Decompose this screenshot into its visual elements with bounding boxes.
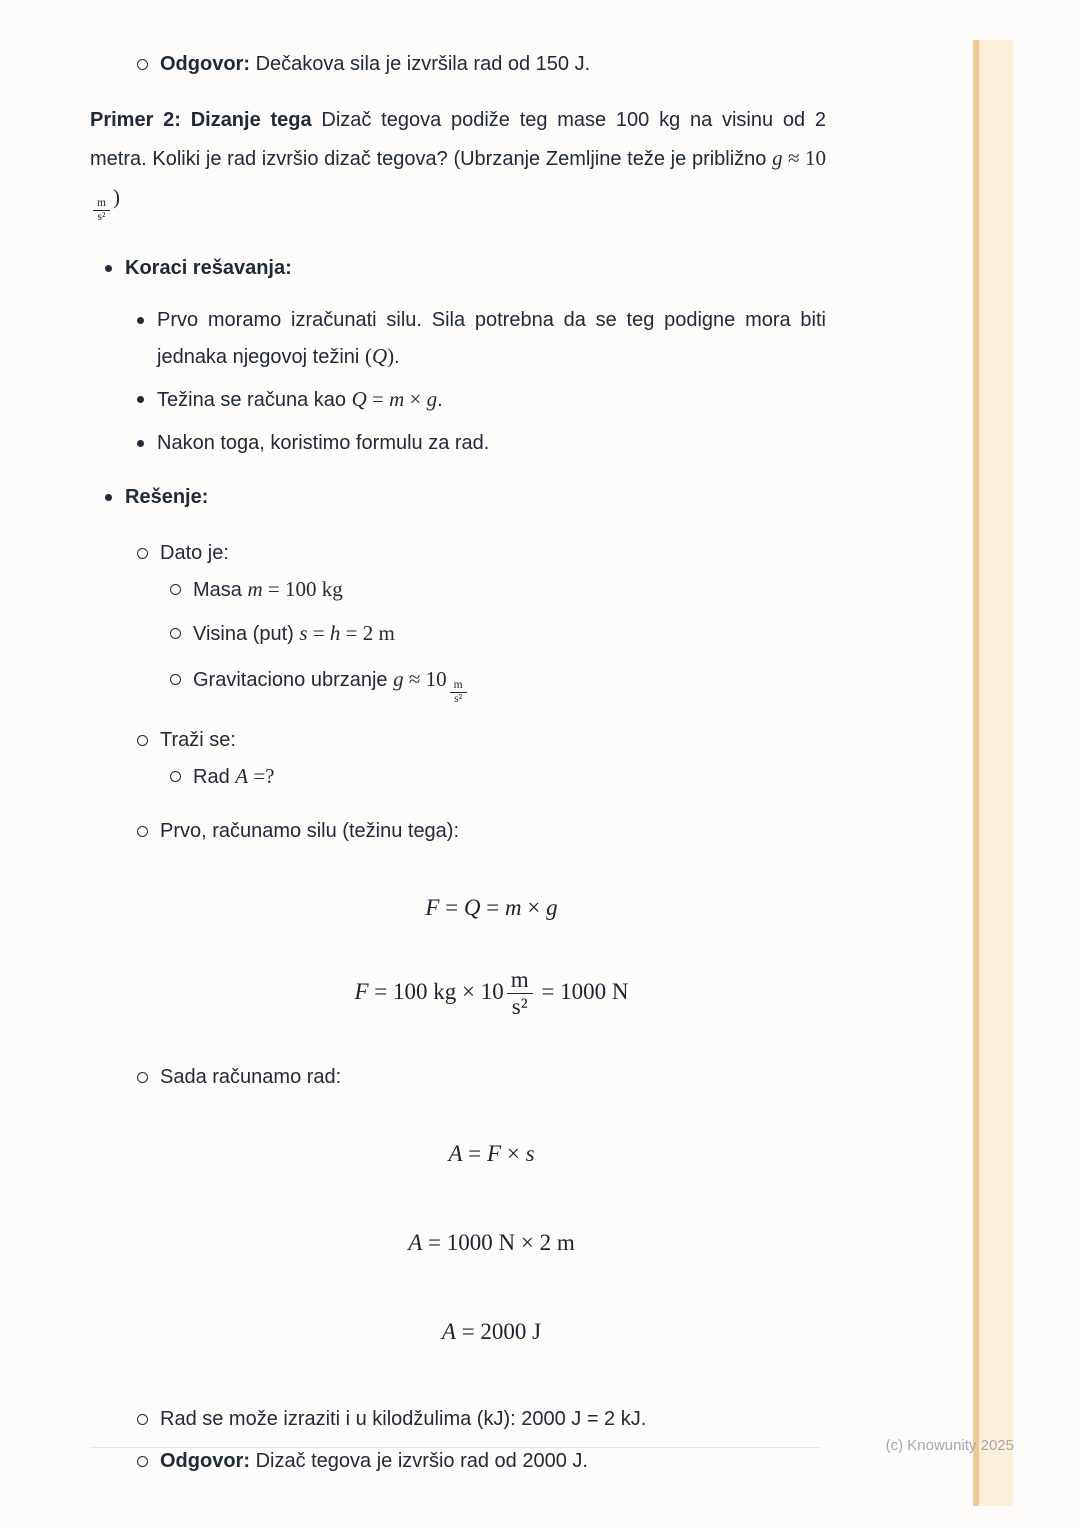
primer2-paragraph <box>90 102 826 224</box>
primer2-title: Primer 2: Dizanje tega <box>90 109 312 131</box>
rad-math: A =? <box>235 763 275 788</box>
circle-bullet-icon <box>137 826 148 837</box>
circle-bullet-icon <box>137 1456 148 1467</box>
koraci-heading: Koraci rešavanja: <box>125 256 292 279</box>
list-item-prvo-racunamo <box>137 813 826 849</box>
equation-force-symbolic: F = Q = m × g <box>425 895 558 921</box>
circle-bullet-icon <box>170 674 181 685</box>
resenje-equations-block <box>157 887 826 1020</box>
koraci-item2-post: . <box>437 389 443 412</box>
page-edge-highlight-band <box>979 40 1013 1506</box>
koraci-item3-text: Nakon toga, koristimo formulu za rad. <box>157 432 490 455</box>
koraci-item2-text <box>157 381 826 419</box>
circle-bullet-icon <box>137 1414 148 1425</box>
copyright-text: (c) Knowunity 2025 <box>885 1437 1014 1454</box>
answer-150-body: Dečakova sila je izvršila rad od 150 J. <box>255 53 591 75</box>
visina-text <box>193 615 826 653</box>
list-item-sada-racunamo <box>137 1059 826 1095</box>
primer2-body: Dizač tegova podiže teg mase 100 kg na visinu od 2 metra. Koliki je rad izvršio dizač tegova? (Ubrzanje Zemljine teže je približno <box>90 109 827 170</box>
list-item-gravitacija <box>170 661 826 706</box>
resenje-heading: Rešenje: <box>125 486 209 509</box>
list-item-koraci-1 <box>137 302 826 376</box>
dato-je-heading: Dato je: <box>160 542 229 565</box>
circle-bullet-icon <box>137 735 148 746</box>
sada-racunamo-text: Sada računamo rad: <box>160 1065 342 1088</box>
equation-force-numeric: F = 100 kg × 10 $\frac{m}{\text{s²}}$ = 1000 N <box>354 966 629 1020</box>
circle-bullet-icon <box>137 548 148 559</box>
kilojoule-note-text: Rad se može izraziti i u kilodžulima (kJ): 2000 J = 2 kJ. <box>160 1407 647 1430</box>
circle-bullet-icon <box>170 628 181 639</box>
primer2-gravity-expression: g ≈ 10 $\frac{m}{\text{s²}}$ ) <box>90 146 826 209</box>
trazi-se-heading: Traži se: <box>160 728 236 751</box>
masa-text <box>193 571 826 609</box>
list-item-koraci-3 <box>137 425 826 461</box>
disc-bullet-icon <box>137 440 144 447</box>
resenje-work-equations-block <box>157 1133 826 1353</box>
answer-2000-body: Dizač tegova je izvršio rad od 2000 J. <box>255 1449 588 1472</box>
koraci-item1-math: (Q) <box>364 343 395 368</box>
rad-pre: Rad <box>193 765 230 788</box>
koraci-item1-post: . <box>394 345 400 368</box>
circle-bullet-icon <box>137 1072 148 1083</box>
disc-bullet-icon <box>137 396 144 403</box>
rad-text <box>193 758 826 796</box>
equation-work-result: A = 2000 J <box>441 1319 542 1345</box>
prvo-racunamo-text: Prvo, računamo silu (težinu tega): <box>160 820 460 843</box>
list-item-dato-je <box>137 535 826 571</box>
visina-math: s = h = 2 m <box>299 621 395 646</box>
disc-bullet-icon <box>105 265 112 272</box>
list-item-koraci-heading <box>105 250 826 286</box>
list-item-koraci-2 <box>137 381 826 419</box>
equation-work-symbolic: A = F × s <box>448 1140 535 1166</box>
circle-bullet-icon <box>137 59 148 70</box>
gravitacija-pre: Gravitaciono ubrzanje <box>193 668 388 691</box>
list-item-visina <box>170 615 826 653</box>
masa-math: m = 100 kg <box>247 577 343 602</box>
answer-2000-text <box>160 1443 826 1479</box>
list-item-masa <box>170 571 826 609</box>
list-item-kilojoule-note <box>137 1401 826 1437</box>
list-item-answer-2000 <box>137 1443 826 1479</box>
answer-2000-label: Odgovor: <box>160 1449 250 1472</box>
koraci-item2-math: Q = m × g <box>351 387 438 412</box>
disc-bullet-icon <box>137 317 144 324</box>
disc-bullet-icon <box>105 494 112 501</box>
document-content <box>90 46 826 1479</box>
list-item-resenje-heading <box>105 479 826 515</box>
footer-divider <box>90 1447 820 1448</box>
page-edge-highlight-line <box>973 40 979 1506</box>
answer-150-label: Odgovor: <box>160 53 250 75</box>
list-item-trazi-se <box>137 722 826 758</box>
koraci-item2-pre: Težina se računa kao <box>157 389 347 412</box>
visina-pre: Visina (put) <box>193 623 294 646</box>
masa-pre: Masa <box>193 579 242 602</box>
koraci-item1-pre: Prvo moramo izračunati silu. Sila potrebna da se teg podigne mora biti jednaka njegovoj težini <box>157 308 826 368</box>
answer-150-text <box>160 46 826 82</box>
circle-bullet-icon <box>170 771 181 782</box>
koraci-item1-text <box>157 302 826 376</box>
equation-work-numeric: A = 1000 N × 2 m <box>408 1229 575 1255</box>
list-item-rad <box>170 758 826 796</box>
list-item-answer-150 <box>137 46 826 82</box>
circle-bullet-icon <box>170 584 181 595</box>
gravitacija-text <box>193 661 826 706</box>
gravitacija-math: g ≈ 10 $\frac{m}{\text{s²}}$ <box>393 667 470 691</box>
